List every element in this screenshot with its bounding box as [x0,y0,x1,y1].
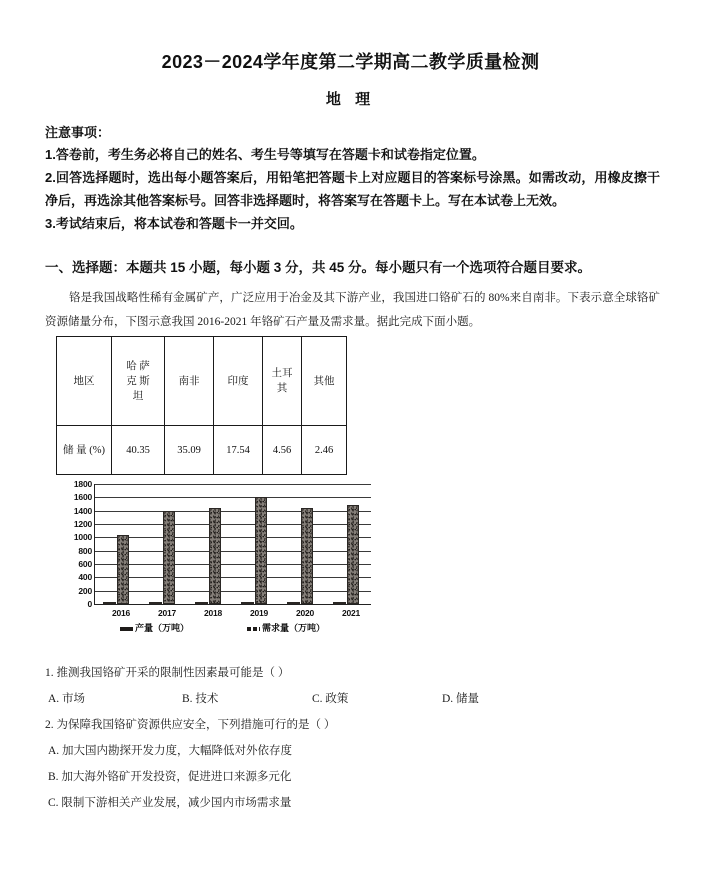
section-heading: 一、选择题：本题共 15 小题，每小题 3 分，共 45 分。每小题只有一个选项符合题目要求。 [45,260,592,275]
legend-demand [247,621,325,634]
chart-x-tick-label: 2019 [249,608,269,618]
chart-bar-production [287,602,300,604]
chart-bar-production [103,602,116,604]
table-header-row [57,337,347,426]
chart-gridline [95,537,371,538]
question-1-options [45,686,660,712]
reserve-value-south-africa: 35.09 [165,426,214,475]
page-title: 2023－2024学年度第二学期高二教学质量检测 [161,52,540,72]
chart-bar-demand [117,535,129,604]
table-header-turkey [263,337,302,426]
table-header-kazakhstan [112,337,165,426]
chart-plot-area [94,484,371,605]
kz-line-1: 哈 萨 [126,360,150,372]
legend-swatch-demand-icon [247,627,260,631]
chart-bar-production [195,602,208,604]
notice-item-1: 1.答卷前，考生务必将自己的姓名、考生号等填写在答题卡和试卷指定位置。 [45,147,485,162]
chart-bar-demand [301,508,313,604]
table-header-other: 其他 [302,337,347,426]
chart-bar-demand [255,497,267,604]
chart-x-tick-label: 2016 [111,608,131,618]
chart-y-tick-label: 0 [87,599,92,609]
chart-y-tick-label: 600 [78,559,92,569]
tr-line-1: 土耳 [271,368,293,379]
chart-bar-production [333,602,346,604]
chart-x-tick-label: 2017 [157,608,177,618]
chart-y-tick-label: 1200 [73,519,92,529]
chart-x-tick-label: 2021 [341,608,361,618]
question-1-stem: 1. 推测我国铬矿开采的限制性因素最可能是（ ） [45,667,290,679]
reserve-value-india: 17.54 [214,426,263,475]
tr-line-2: 其 [276,383,288,394]
question-2-option-b[interactable]: B. 加大海外铬矿开发投资，促进进口来源多元化 [48,771,292,783]
chart-bar-production [149,602,162,604]
chart-y-axis [50,479,92,609]
notice-title: 注意事项： [45,125,111,140]
question-1-option-c[interactable]: C. 政策 [312,693,349,705]
chart-gridline [95,524,371,525]
chart-gridline [95,497,371,498]
legend-swatch-production-icon [120,627,133,631]
reserves-table [56,336,347,475]
chart-y-tick-label: 800 [78,545,92,556]
questions-block [45,660,660,816]
chart-gridline [95,551,371,552]
question-2-stem: 2. 为保障我国铬矿资源供应安全，下列措施可行的是（ ） [45,719,336,731]
passage-text: 铬是我国战略性稀有金属矿产，广泛应用于冶金及其下游产业，我国进口铬矿石的 80%来自南非。下表示意全球铬矿资源储量分布，下图示意我国 2016-2021 年铬矿石产量及需求量。据此完成下面小题。 [45,292,660,328]
reserve-value-turkey: 4.56 [263,426,302,475]
kz-line-3: 坦 [132,390,144,402]
notice-item-2: 2.回答选择题时，选出每小题答案后，用铅笔把答题卡上对应题目的答案标号涂黑。如需改动，用橡皮擦干净后，再选涂其他答案标号。回答非选择题时，将答案写在答题卡上。写在本试卷上无效。 [45,170,660,208]
subject-title: 地 理 [325,91,376,108]
notice-item-3: 3.考试结束后，将本试卷和答题卡一并交回。 [45,216,303,231]
chart-x-tick-label: 2018 [203,608,223,618]
chart-x-tick-label: 2020 [295,608,315,618]
chart-y-tick-label: 1600 [73,492,92,503]
chart-y-tick-label: 1000 [73,532,92,543]
notice-block [45,122,660,235]
chart-y-tick-label: 1400 [73,505,92,516]
chart-gridline [95,591,371,592]
chart-bar-demand [347,505,359,604]
chart-gridline [95,564,371,565]
chart-gridline [95,511,371,512]
legend-label-demand: 需求量（万吨） [262,623,326,633]
reserve-value-kazakhstan: 40.35 [112,426,165,475]
chromite-production-demand-chart [50,478,390,643]
chart-bar-production [241,602,254,604]
chart-y-tick-label: 1800 [73,479,92,489]
chart-gridline [95,484,371,485]
table-row [57,426,347,475]
table-header-india: 印度 [214,337,263,426]
chart-y-tick-label: 200 [78,585,92,596]
chart-bar-demand [163,511,175,604]
question-1-option-b[interactable]: B. 技术 [182,693,219,705]
kz-line-2: 克 斯 [126,375,150,387]
question-2-option-a[interactable]: A. 加大国内勘探开发力度，大幅降低对外依存度 [48,745,293,757]
chart-bar-demand [209,508,221,604]
legend-production [120,621,189,634]
reserve-value-other: 2.46 [302,426,347,475]
question-2-option-c[interactable]: C. 限制下游相关产业发展，减少国内市场需求量 [48,797,292,809]
question-1-option-a[interactable]: A. 市场 [48,693,86,705]
table-header-region: 地区 [57,337,112,426]
table-row-label-reserves: 储 量 (%) [57,426,112,475]
legend-label-production: 产量（万吨） [135,623,190,633]
question-1-option-d[interactable]: D. 储量 [442,693,480,705]
chart-gridline [95,577,371,578]
table-header-south-africa: 南非 [165,337,214,426]
chart-y-tick-label: 400 [78,572,92,583]
